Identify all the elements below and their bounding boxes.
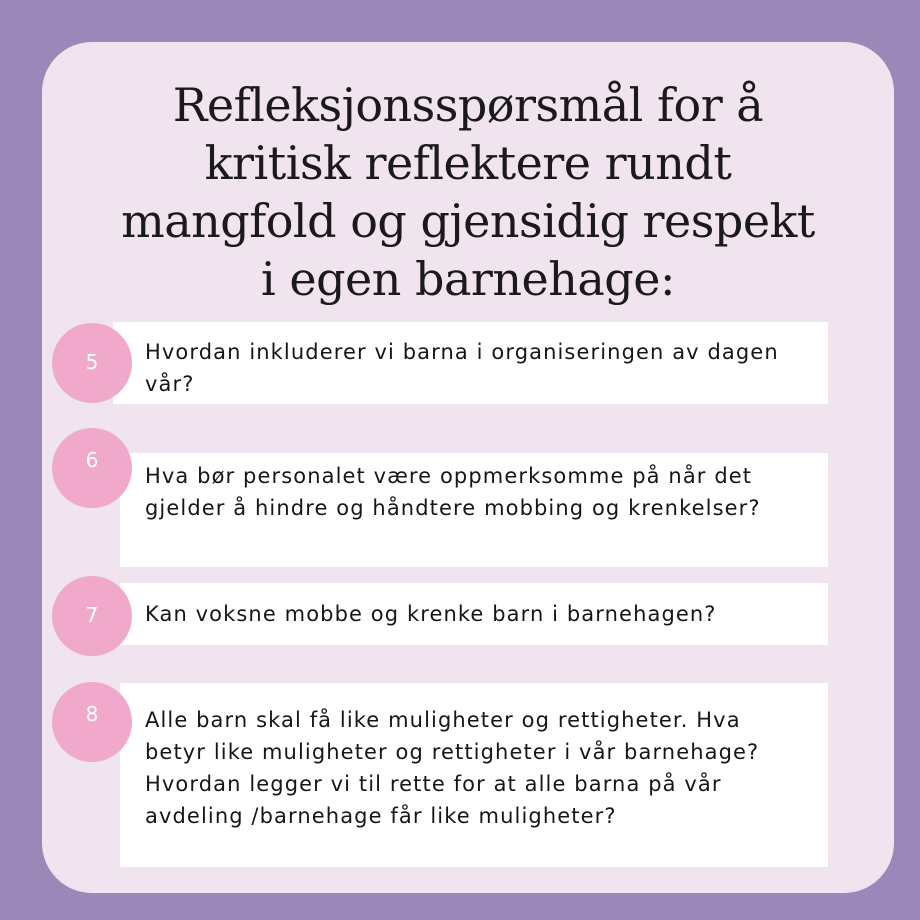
- question-box-5: [113, 322, 828, 404]
- page-title: [42, 76, 894, 308]
- question-text-8: Alle barn skal få like muligheter og rettigheter. Hva betyr like muligheter og rettigheter i vår barnehage? Hvordan legger vi til rette for at alle barna på vår avdeling /barnehage får like muligheter?: [145, 708, 760, 828]
- title-line-4: i egen barnehage:: [261, 252, 675, 306]
- title-line-1: Refleksjonsspørsmål for å: [172, 78, 764, 132]
- question-number-7: 7: [85, 603, 99, 627]
- question-number-badge-6: [52, 428, 132, 508]
- question-number-5: 5: [85, 350, 99, 374]
- question-box-7: [120, 583, 828, 645]
- question-text-7: Kan voksne mobbe og krenke barn i barnehagen?: [145, 602, 717, 626]
- question-number-badge-5: [52, 323, 132, 403]
- question-number-8: 8: [85, 702, 99, 726]
- question-number-badge-8: [52, 682, 132, 762]
- title-line-2: kritisk reflektere rundt: [204, 136, 732, 190]
- question-text-5: Hvordan inkluderer vi barna i organiseringen av dagen vår?: [145, 340, 779, 396]
- title-line-3: mangfold og gjensidig respekt: [121, 194, 815, 248]
- question-box-8: [120, 683, 828, 867]
- question-text-6: Hva bør personalet være oppmerksomme på når det gjelder å hindre og håndtere mobbing og krenkelser?: [145, 464, 761, 520]
- question-number-6: 6: [85, 448, 99, 472]
- question-number-badge-7: [52, 576, 132, 656]
- question-box-6: [120, 453, 828, 567]
